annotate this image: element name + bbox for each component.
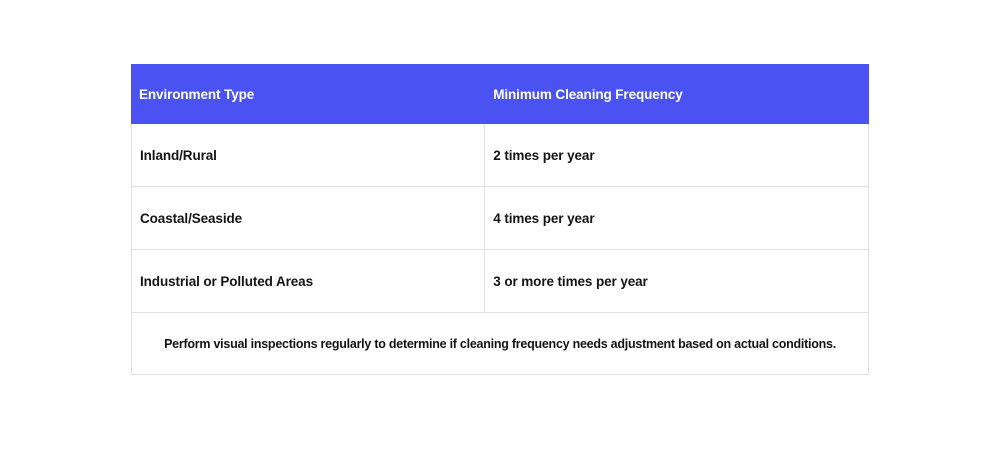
table-row-industrial-polluted bbox=[132, 250, 868, 313]
cell-cleaning-frequency: 2 times per year bbox=[493, 147, 595, 163]
table-body bbox=[131, 124, 869, 375]
column-header-environment-type: Environment Type bbox=[139, 86, 255, 102]
cell-environment-type: Coastal/Seaside bbox=[132, 187, 485, 249]
footer-note: Perform visual inspections regularly to determine if cleaning frequency needs adjustment based on actual conditions. bbox=[164, 336, 836, 351]
table-row-inland-rural bbox=[132, 124, 868, 187]
column-header-minimum-cleaning-frequency: Minimum Cleaning Frequency bbox=[493, 86, 683, 102]
table-footer-row bbox=[132, 313, 868, 374]
cleaning-frequency-table bbox=[131, 64, 869, 375]
cell-environment-type: Inland/Rural bbox=[132, 124, 485, 186]
table-header-row bbox=[131, 64, 869, 124]
cell-environment-type: Industrial or Polluted Areas bbox=[132, 250, 485, 312]
table-row-coastal-seaside bbox=[132, 187, 868, 250]
cell-cleaning-frequency: 3 or more times per year bbox=[493, 273, 648, 289]
cell-cleaning-frequency: 4 times per year bbox=[493, 210, 595, 226]
